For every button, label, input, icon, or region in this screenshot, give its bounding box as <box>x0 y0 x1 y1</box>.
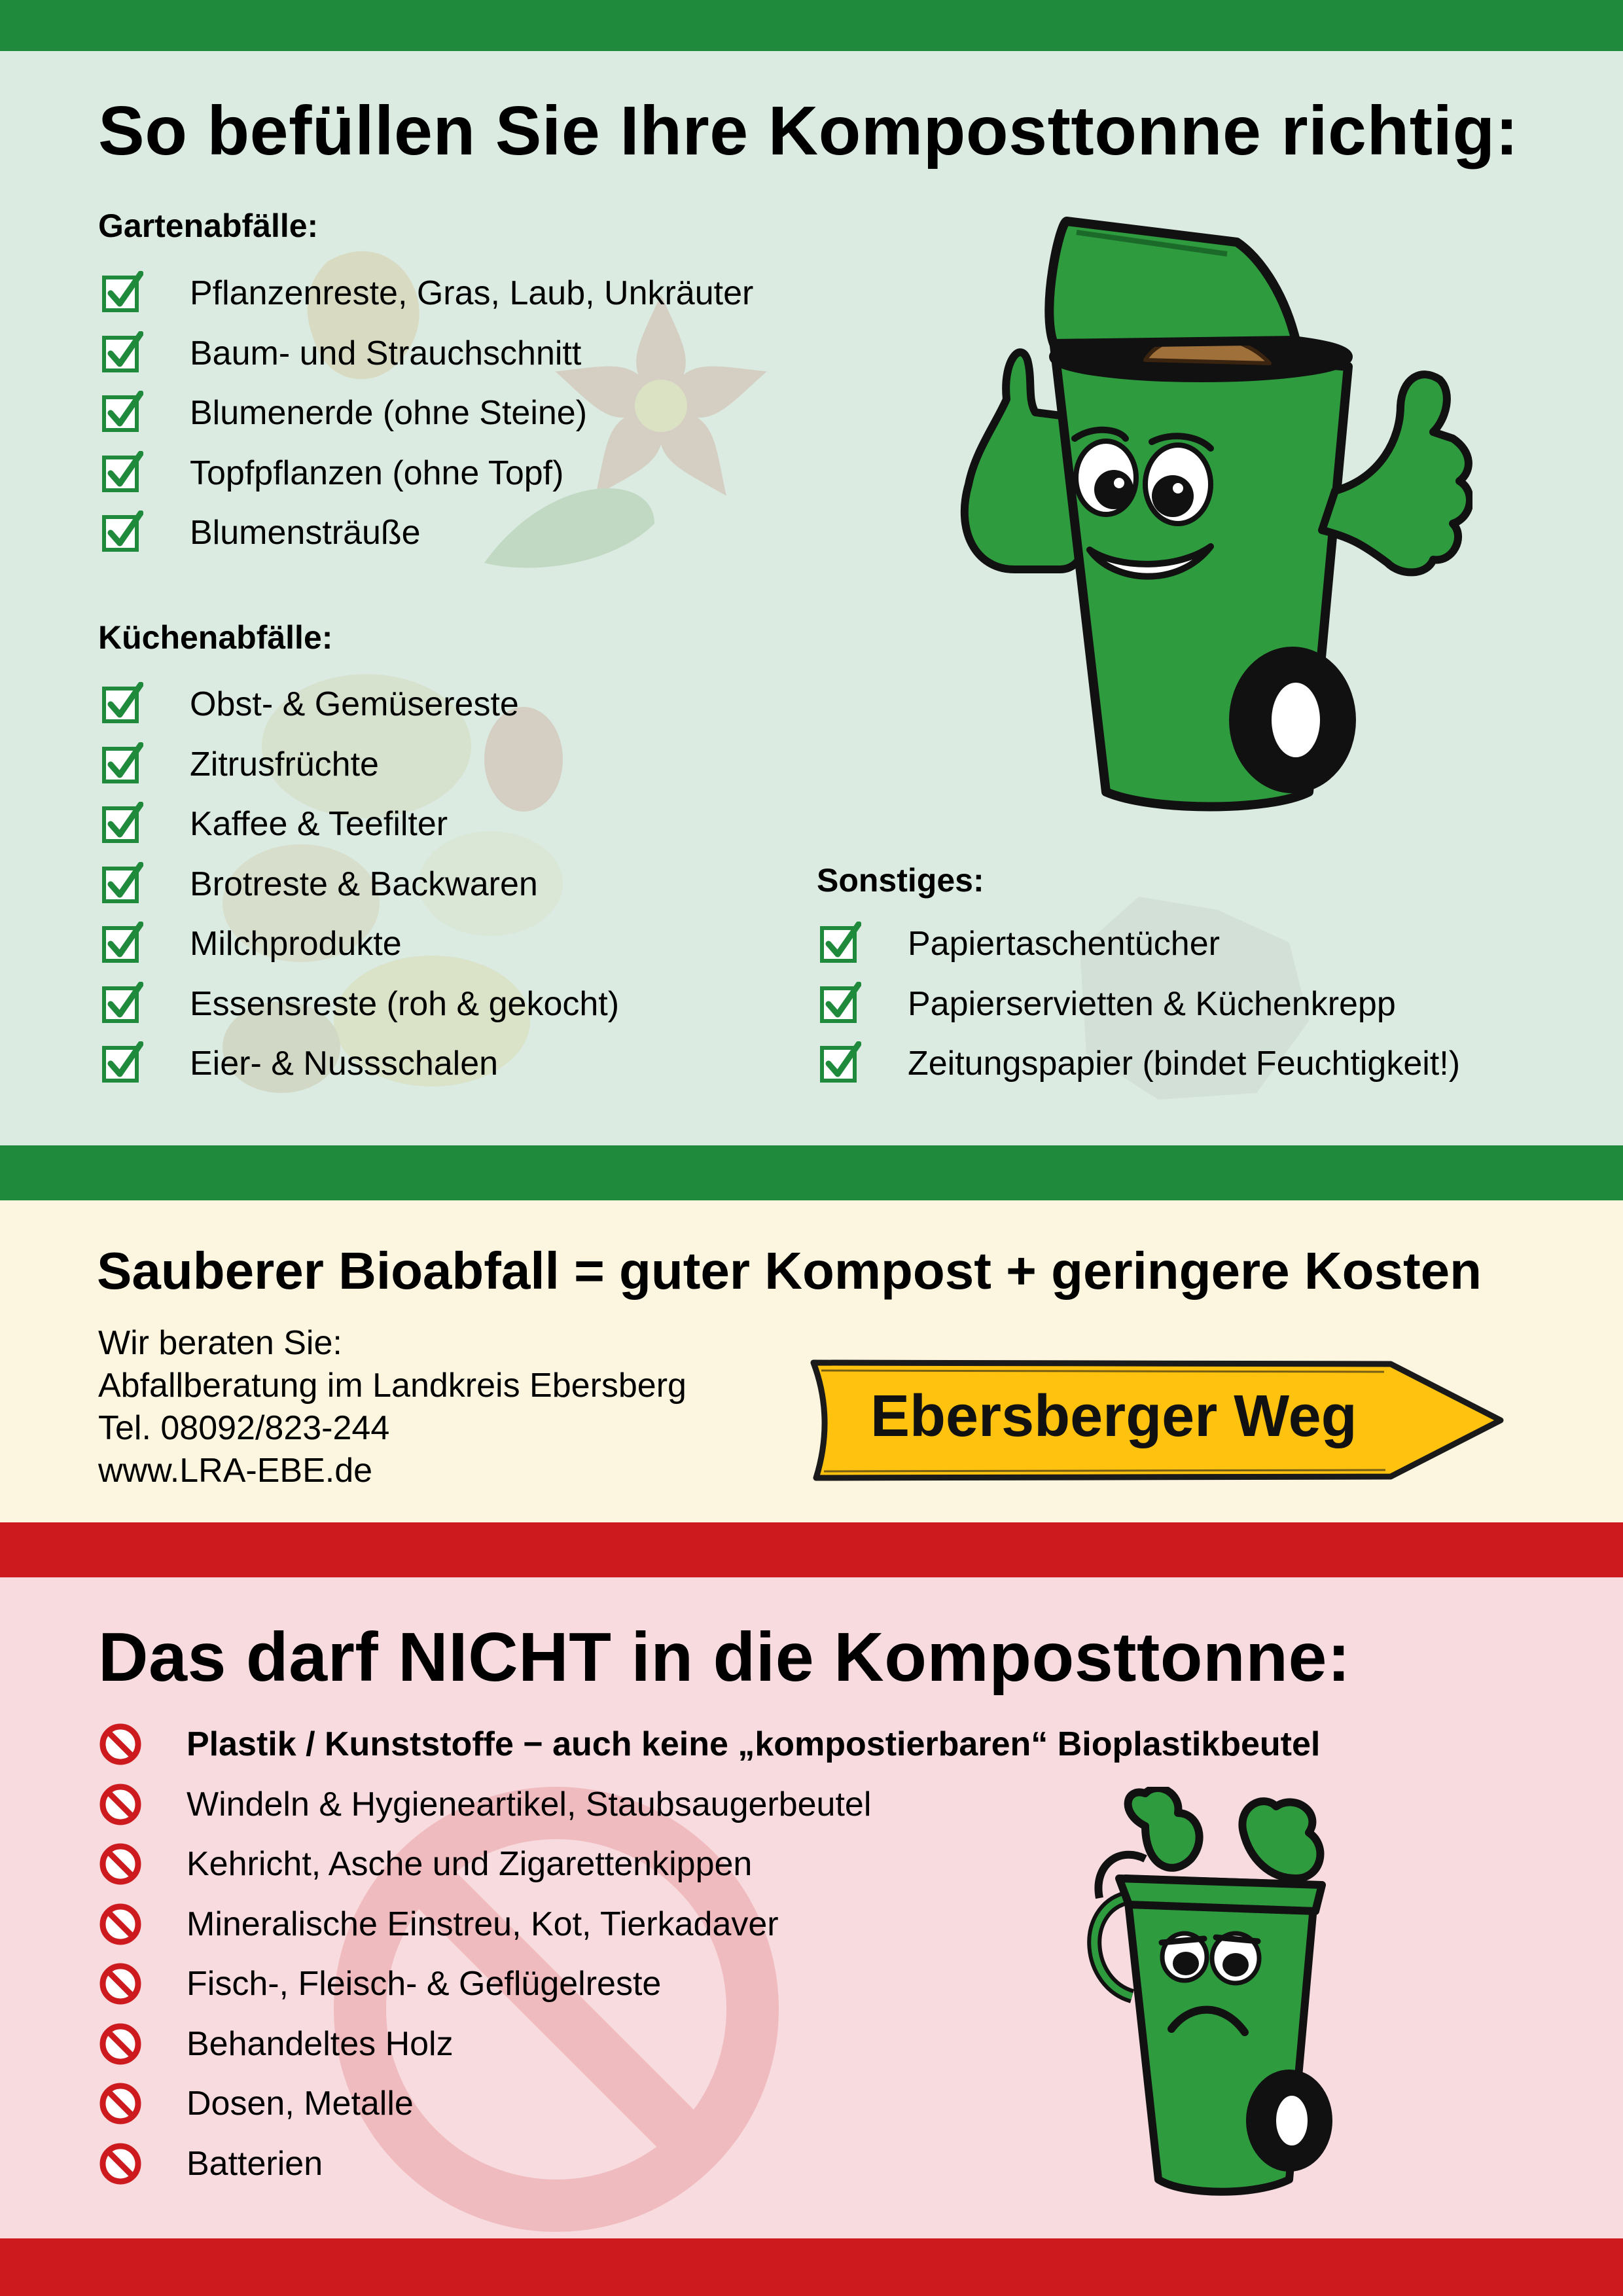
other-item-label: Papiertaschentücher <box>908 925 1220 963</box>
garden-item <box>101 267 753 319</box>
garden-item <box>101 387 587 439</box>
checkbox-check-icon <box>101 391 143 433</box>
prohibited-icon <box>98 2142 143 2186</box>
kitchen-item <box>101 798 448 850</box>
other-item-label: Papierservietten & Küchenkrepp <box>908 984 1396 1023</box>
garden-item-label: Blumenerde (ohne Steine) <box>190 394 588 432</box>
prohibited-icon <box>98 1722 143 1767</box>
checkbox-check-icon <box>819 922 861 963</box>
checkbox-check-icon <box>819 982 861 1024</box>
forbidden-item <box>98 2077 414 2130</box>
forbidden-item-label: Windeln & Hygieneartikel, Staubsaugerbeutel <box>187 1785 872 1823</box>
forbidden-item <box>98 2018 454 2070</box>
prohibited-icon <box>98 1962 143 2006</box>
kitchen-item-label: Milchprodukte <box>190 925 402 963</box>
forbidden-item-label: Mineralische Einstreu, Kot, Tierkadaver <box>187 1905 779 1943</box>
other-heading: Sonstiges: <box>817 862 984 899</box>
garden-item <box>101 447 563 499</box>
prohibited-icon <box>98 2022 143 2066</box>
kitchen-item <box>101 918 402 970</box>
garden-item-label: Baum- und Strauchschnitt <box>190 334 582 372</box>
kitchen-item <box>101 738 379 791</box>
checkbox-check-icon <box>101 982 143 1024</box>
forbidden-item-label: Dosen, Metalle <box>187 2085 414 2123</box>
kitchen-item <box>101 678 519 730</box>
kitchen-item-label: Essensreste (roh & gekocht) <box>190 984 620 1023</box>
prohibited-icon <box>98 1842 143 1886</box>
checkbox-check-icon <box>101 742 143 784</box>
bottom-red-bar <box>0 2238 1623 2296</box>
garden-item-label: Pflanzenreste, Gras, Laub, Unkräuter <box>190 274 754 312</box>
other-item-label: Zeitungspapier (bindet Feuchtigkeit!) <box>908 1045 1461 1083</box>
garden-item-label: Blumensträuße <box>190 514 421 552</box>
other-item <box>819 918 1220 970</box>
forbidden-item-label: Behandeltes Holz <box>187 2024 454 2063</box>
middle-green-bar <box>0 1145 1623 1200</box>
prohibited-icon <box>98 1902 143 1946</box>
garden-item <box>101 327 581 380</box>
garden-item <box>101 507 421 559</box>
checkbox-check-icon <box>101 1041 143 1083</box>
prohibited-icon <box>98 2081 143 2126</box>
contact-block <box>98 1322 687 1492</box>
forbidden-item <box>98 1958 661 2010</box>
kitchen-item <box>101 978 619 1030</box>
kitchen-item-label: Zitrusfrüchte <box>190 745 379 783</box>
garden-heading: Gartenabfälle: <box>98 207 319 244</box>
kitchen-item-label: Obst- & Gemüsereste <box>190 685 519 723</box>
contact-line: Abfallberatung im Landkreis Ebersberg <box>98 1367 687 1405</box>
checkbox-check-icon <box>101 451 143 493</box>
forbidden-item <box>98 2138 323 2190</box>
middle-red-bar <box>0 1522 1623 1577</box>
sad-compost-bin-icon <box>1073 1787 1374 2206</box>
slogan: Sauberer Bioabfall = guter Kompost + geringere Kosten <box>97 1242 1482 1300</box>
happy-compost-bin-icon <box>929 203 1472 831</box>
forbidden-item <box>98 1898 779 1950</box>
other-item <box>819 1037 1460 1090</box>
forbidden-item-label: Kehricht, Asche und Zigarettenkippen <box>187 1845 753 1883</box>
forbidden-item-label: Fisch-, Fleisch- & Geflügelreste <box>187 1965 662 2003</box>
checkbox-check-icon <box>819 1041 861 1083</box>
checkbox-check-icon <box>101 271 143 313</box>
forbidden-title: Das darf NICHT in die Komposttonne: <box>98 1619 1351 1696</box>
kitchen-heading: Küchenabfälle: <box>98 619 333 656</box>
checkbox-check-icon <box>101 802 143 844</box>
top-green-bar <box>0 0 1623 51</box>
checkbox-check-icon <box>101 682 143 724</box>
other-item <box>819 978 1396 1030</box>
forbidden-item <box>98 1838 752 1890</box>
kitchen-item <box>101 858 538 910</box>
contact-website[interactable]: www.LRA-EBE.de <box>98 1452 373 1490</box>
allowed-title: So befüllen Sie Ihre Komposttonne richtig: <box>98 92 1519 170</box>
contact-line: Wir beraten Sie: <box>98 1324 342 1362</box>
forbidden-item <box>98 1778 871 1831</box>
contact-line: Tel. 08092/823-244 <box>98 1409 390 1447</box>
garden-item-label: Topfpflanzen (ohne Topf) <box>190 454 564 492</box>
signpost-label: Ebersberger Weg <box>870 1384 1357 1449</box>
forbidden-item <box>98 1718 1320 1770</box>
checkbox-check-icon <box>101 922 143 963</box>
forbidden-item-label: Plastik / Kunststoffe − auch keine „kompostierbaren“ Bioplastikbeutel <box>187 1725 1321 1763</box>
checkbox-check-icon <box>101 511 143 552</box>
kitchen-item <box>101 1037 498 1090</box>
prohibited-icon <box>98 1782 143 1827</box>
forbidden-item-label: Batterien <box>187 2144 323 2183</box>
kitchen-item-label: Kaffee & Teefilter <box>190 805 448 843</box>
kitchen-item-label: Eier- & Nussschalen <box>190 1045 499 1083</box>
kitchen-item-label: Brotreste & Backwaren <box>190 865 538 903</box>
checkbox-check-icon <box>101 862 143 904</box>
checkbox-check-icon <box>101 331 143 373</box>
